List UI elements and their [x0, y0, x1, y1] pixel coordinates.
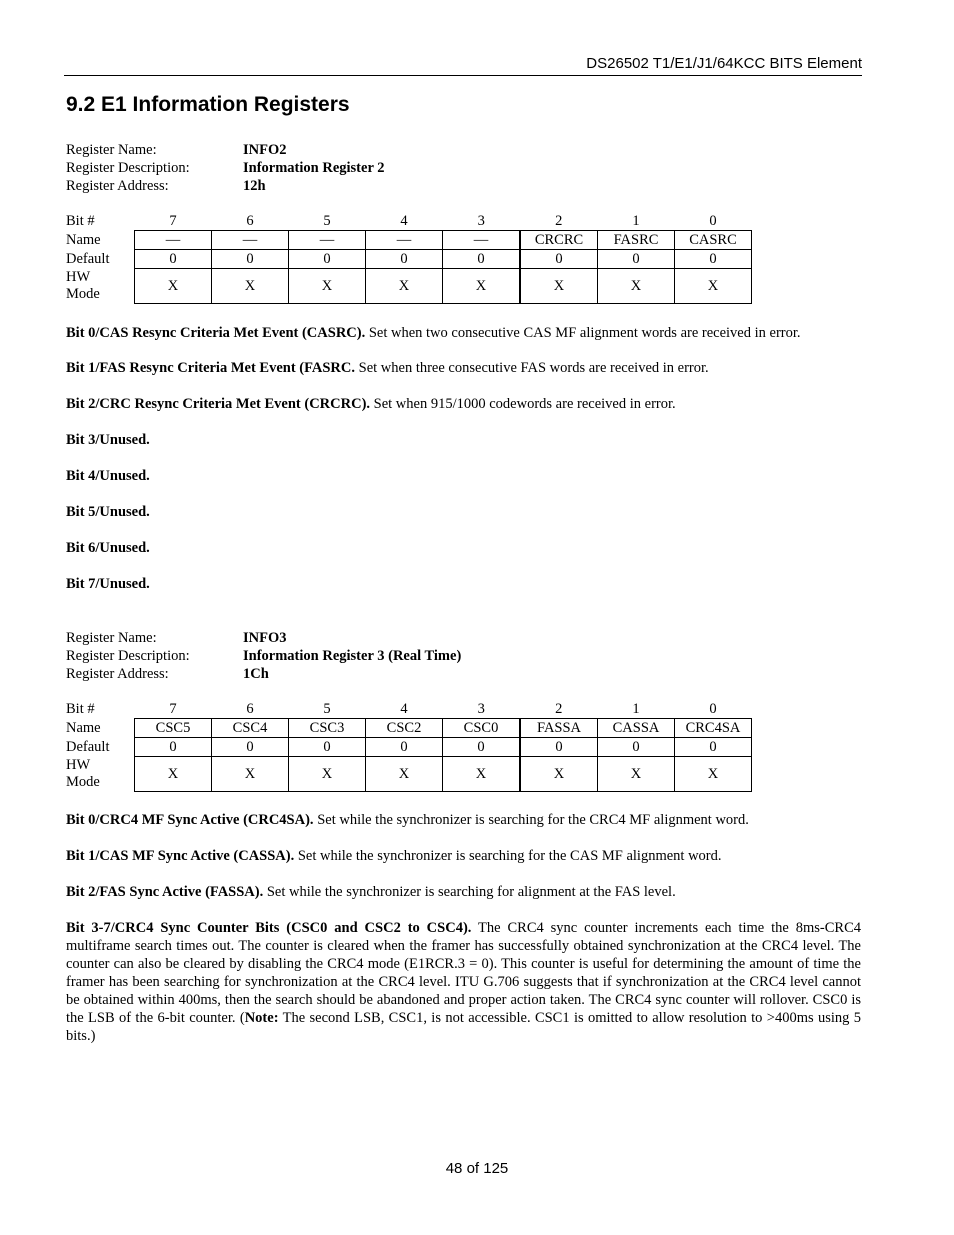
register-description-label: Register Description:: [66, 160, 190, 176]
hw-mode-cell: X: [135, 269, 212, 304]
info3-bit0-description: Bit 0/CRC4 MF Sync Active (CRC4SA). Set while the synchronizer is searching for the CRC4 MF alignment word.: [66, 812, 749, 828]
hw-mode-row: [66, 269, 752, 304]
page-footer: [0, 1160, 954, 1177]
bit-name-label: Name: [66, 719, 101, 736]
hw-mode-cell: X: [366, 269, 443, 304]
default-cell: 0: [289, 738, 366, 757]
hw-mode-cell: X: [212, 757, 289, 792]
default-label: Default: [66, 250, 110, 267]
default-cell: 0: [598, 738, 675, 757]
register-name-label: Register Name:: [66, 630, 157, 646]
default-cell: 0: [598, 250, 675, 269]
hw-mode-row: [66, 757, 752, 792]
register-description-label: Register Description:: [66, 648, 190, 664]
info2-register-info: [66, 141, 385, 195]
bit-number-cell: 0: [709, 212, 717, 229]
default-cell: 0: [520, 250, 598, 269]
hw-mode-cell: X: [289, 269, 366, 304]
register-address-label: Register Address:: [66, 178, 169, 194]
hw-mode-cell: X: [289, 757, 366, 792]
default-cell: 0: [675, 250, 752, 269]
bit-number-cell: 7: [169, 700, 177, 717]
register-description-value: Information Register 3 (Real Time): [243, 648, 462, 664]
info2-bit5-description: Bit 5/Unused.: [66, 504, 150, 520]
bit-number-row: [66, 700, 752, 719]
info2-bit3-description: Bit 3/Unused.: [66, 432, 150, 448]
bit-number-cell: 7: [169, 212, 177, 229]
info2-bit4-description: Bit 4/Unused.: [66, 468, 150, 484]
bit-name-cell: —: [135, 231, 212, 250]
hw-mode-cell: X: [598, 269, 675, 304]
bit-name-cell: CRC4SA: [675, 719, 752, 738]
bit-number-cell: 0: [709, 700, 717, 717]
bit-name-cell: CSC5: [135, 719, 212, 738]
bit-number-cell: 6: [246, 212, 254, 229]
hw-mode-cell: X: [443, 269, 521, 304]
bit-name-cell: CSC4: [212, 719, 289, 738]
hw-mode-cell: X: [675, 269, 752, 304]
register-name-label: Register Name:: [66, 142, 157, 158]
bit-number-cell: 4: [400, 700, 408, 717]
info2-bit2-description: Bit 2/CRC Resync Criteria Met Event (CRCRC). Set when 915/1000 codewords are received in error.: [66, 396, 676, 412]
mode-label: Mode: [66, 286, 100, 302]
bit-number-cell: 6: [246, 700, 254, 717]
info2-bit7-description: Bit 7/Unused.: [66, 576, 150, 592]
hw-mode-cell: X: [598, 757, 675, 792]
register-name-value: INFO2: [243, 142, 287, 158]
bit-number-cell: 3: [477, 700, 485, 717]
default-cell: 0: [675, 738, 752, 757]
bit-number-cell: 3: [477, 212, 485, 229]
hw-label: HW: [66, 757, 91, 773]
bit-name-cell: CSC2: [366, 719, 443, 738]
default-row: [66, 738, 752, 757]
hw-mode-cell: X: [520, 757, 598, 792]
info2-bit0-description: Bit 0/CAS Resync Criteria Met Event (CASRC). Set when two consecutive CAS MF alignment words are received in error.: [66, 325, 801, 341]
hw-mode-cell: X: [135, 757, 212, 792]
hw-mode-cell: X: [520, 269, 598, 304]
bit-name-cell: CSC0: [443, 719, 521, 738]
info3-register-info: [66, 629, 461, 683]
page-number: 48 of 125: [445, 1160, 509, 1177]
default-cell: 0: [135, 250, 212, 269]
bit-number-cell: 5: [323, 700, 331, 717]
info3-bit-table: [66, 700, 752, 792]
bit-number-cell: 2: [555, 700, 563, 717]
bit-name-cell: —: [289, 231, 366, 250]
default-cell: 0: [366, 738, 443, 757]
info2-bit-table: [66, 212, 752, 304]
bit-number-cell: 4: [400, 212, 408, 229]
bit-number-label: Bit #: [66, 700, 95, 717]
default-cell: 0: [212, 738, 289, 757]
register-description-value: Information Register 2: [243, 160, 385, 176]
bit-number-cell: 1: [632, 700, 640, 717]
bit-name-cell: CASSA: [598, 719, 675, 738]
bit-number-cell: 2: [555, 212, 563, 229]
register-address-value: 12h: [243, 178, 266, 194]
page-header: [64, 55, 862, 76]
hw-mode-cell: X: [212, 269, 289, 304]
bit-number-cell: 1: [632, 212, 640, 229]
default-row: [66, 250, 752, 269]
bit-name-cell: CASRC: [675, 231, 752, 250]
bit-number-label: Bit #: [66, 212, 95, 229]
mode-label: Mode: [66, 774, 100, 790]
default-cell: 0: [443, 250, 521, 269]
hw-mode-cell: X: [675, 757, 752, 792]
hw-mode-label: [66, 269, 135, 304]
bit-name-cell: —: [366, 231, 443, 250]
bit-name-cell: FASRC: [598, 231, 675, 250]
register-name-value: INFO3: [243, 630, 287, 646]
bit-number-cell: 5: [323, 212, 331, 229]
bit-number-row: [66, 212, 752, 231]
section-title: 9.2 E1 Information Registers: [66, 93, 350, 116]
bit-name-cell: CSC3: [289, 719, 366, 738]
register-address-label: Register Address:: [66, 666, 169, 682]
bit-name-row: [66, 719, 752, 738]
hw-label: HW: [66, 269, 91, 285]
register-address-value: 1Ch: [243, 666, 269, 682]
bit-name-cell: FASSA: [520, 719, 598, 738]
info3-bit2-description: Bit 2/FAS Sync Active (FASSA). Set while the synchronizer is searching for alignment at the FAS level.: [66, 884, 676, 900]
default-label: Default: [66, 738, 110, 755]
default-cell: 0: [212, 250, 289, 269]
info2-bit6-description: Bit 6/Unused.: [66, 540, 150, 556]
default-cell: 0: [135, 738, 212, 757]
info2-bit1-description: Bit 1/FAS Resync Criteria Met Event (FASRC. Set when three consecutive FAS words are received in error.: [66, 360, 709, 376]
bit-name-cell: —: [443, 231, 521, 250]
bit-name-cell: —: [212, 231, 289, 250]
info3-bit3-7-description: Bit 3-7/CRC4 Sync Counter Bits (CSC0 and CSC2 to CSC4). The CRC4 sync counter increments each time the 8ms-CRC4 multiframe search times out. The counter is cleared when the framer has successfully obtained synchronization at the CRC4 level. The counter can also be cleared by disabling the CRC4 mode (E1RCR.3 = 0). This counter is useful for determining the amount of time the framer has been searching for synchronization at the CRC4 level. ITU G.706 suggests that if synchronization at the CRC4 level cannot be obtained within 400ms, then the search should be abandoned and proper action taken. The CRC4 sync counter will rollover. CSC0 is the LSB of the 6-bit counter. (Note: The second LSB, CSC1, is not accessible. CSC1 is omitted to allow resolution to >400ms using 5 bits.): [66, 920, 861, 1044]
hw-mode-cell: X: [366, 757, 443, 792]
default-cell: 0: [443, 738, 521, 757]
bit-name-cell: CRCRC: [520, 231, 598, 250]
bit-name-label: Name: [66, 231, 101, 248]
default-cell: 0: [520, 738, 598, 757]
info3-bit1-description: Bit 1/CAS MF Sync Active (CASSA). Set while the synchronizer is searching for the CAS MF alignment word.: [66, 848, 722, 864]
default-cell: 0: [289, 250, 366, 269]
hw-mode-cell: X: [443, 757, 521, 792]
default-cell: 0: [366, 250, 443, 269]
document-title: DS26502 T1/E1/J1/64KCC BITS Element: [586, 55, 862, 72]
bit-name-row: [66, 231, 752, 250]
hw-mode-label: [66, 757, 135, 792]
